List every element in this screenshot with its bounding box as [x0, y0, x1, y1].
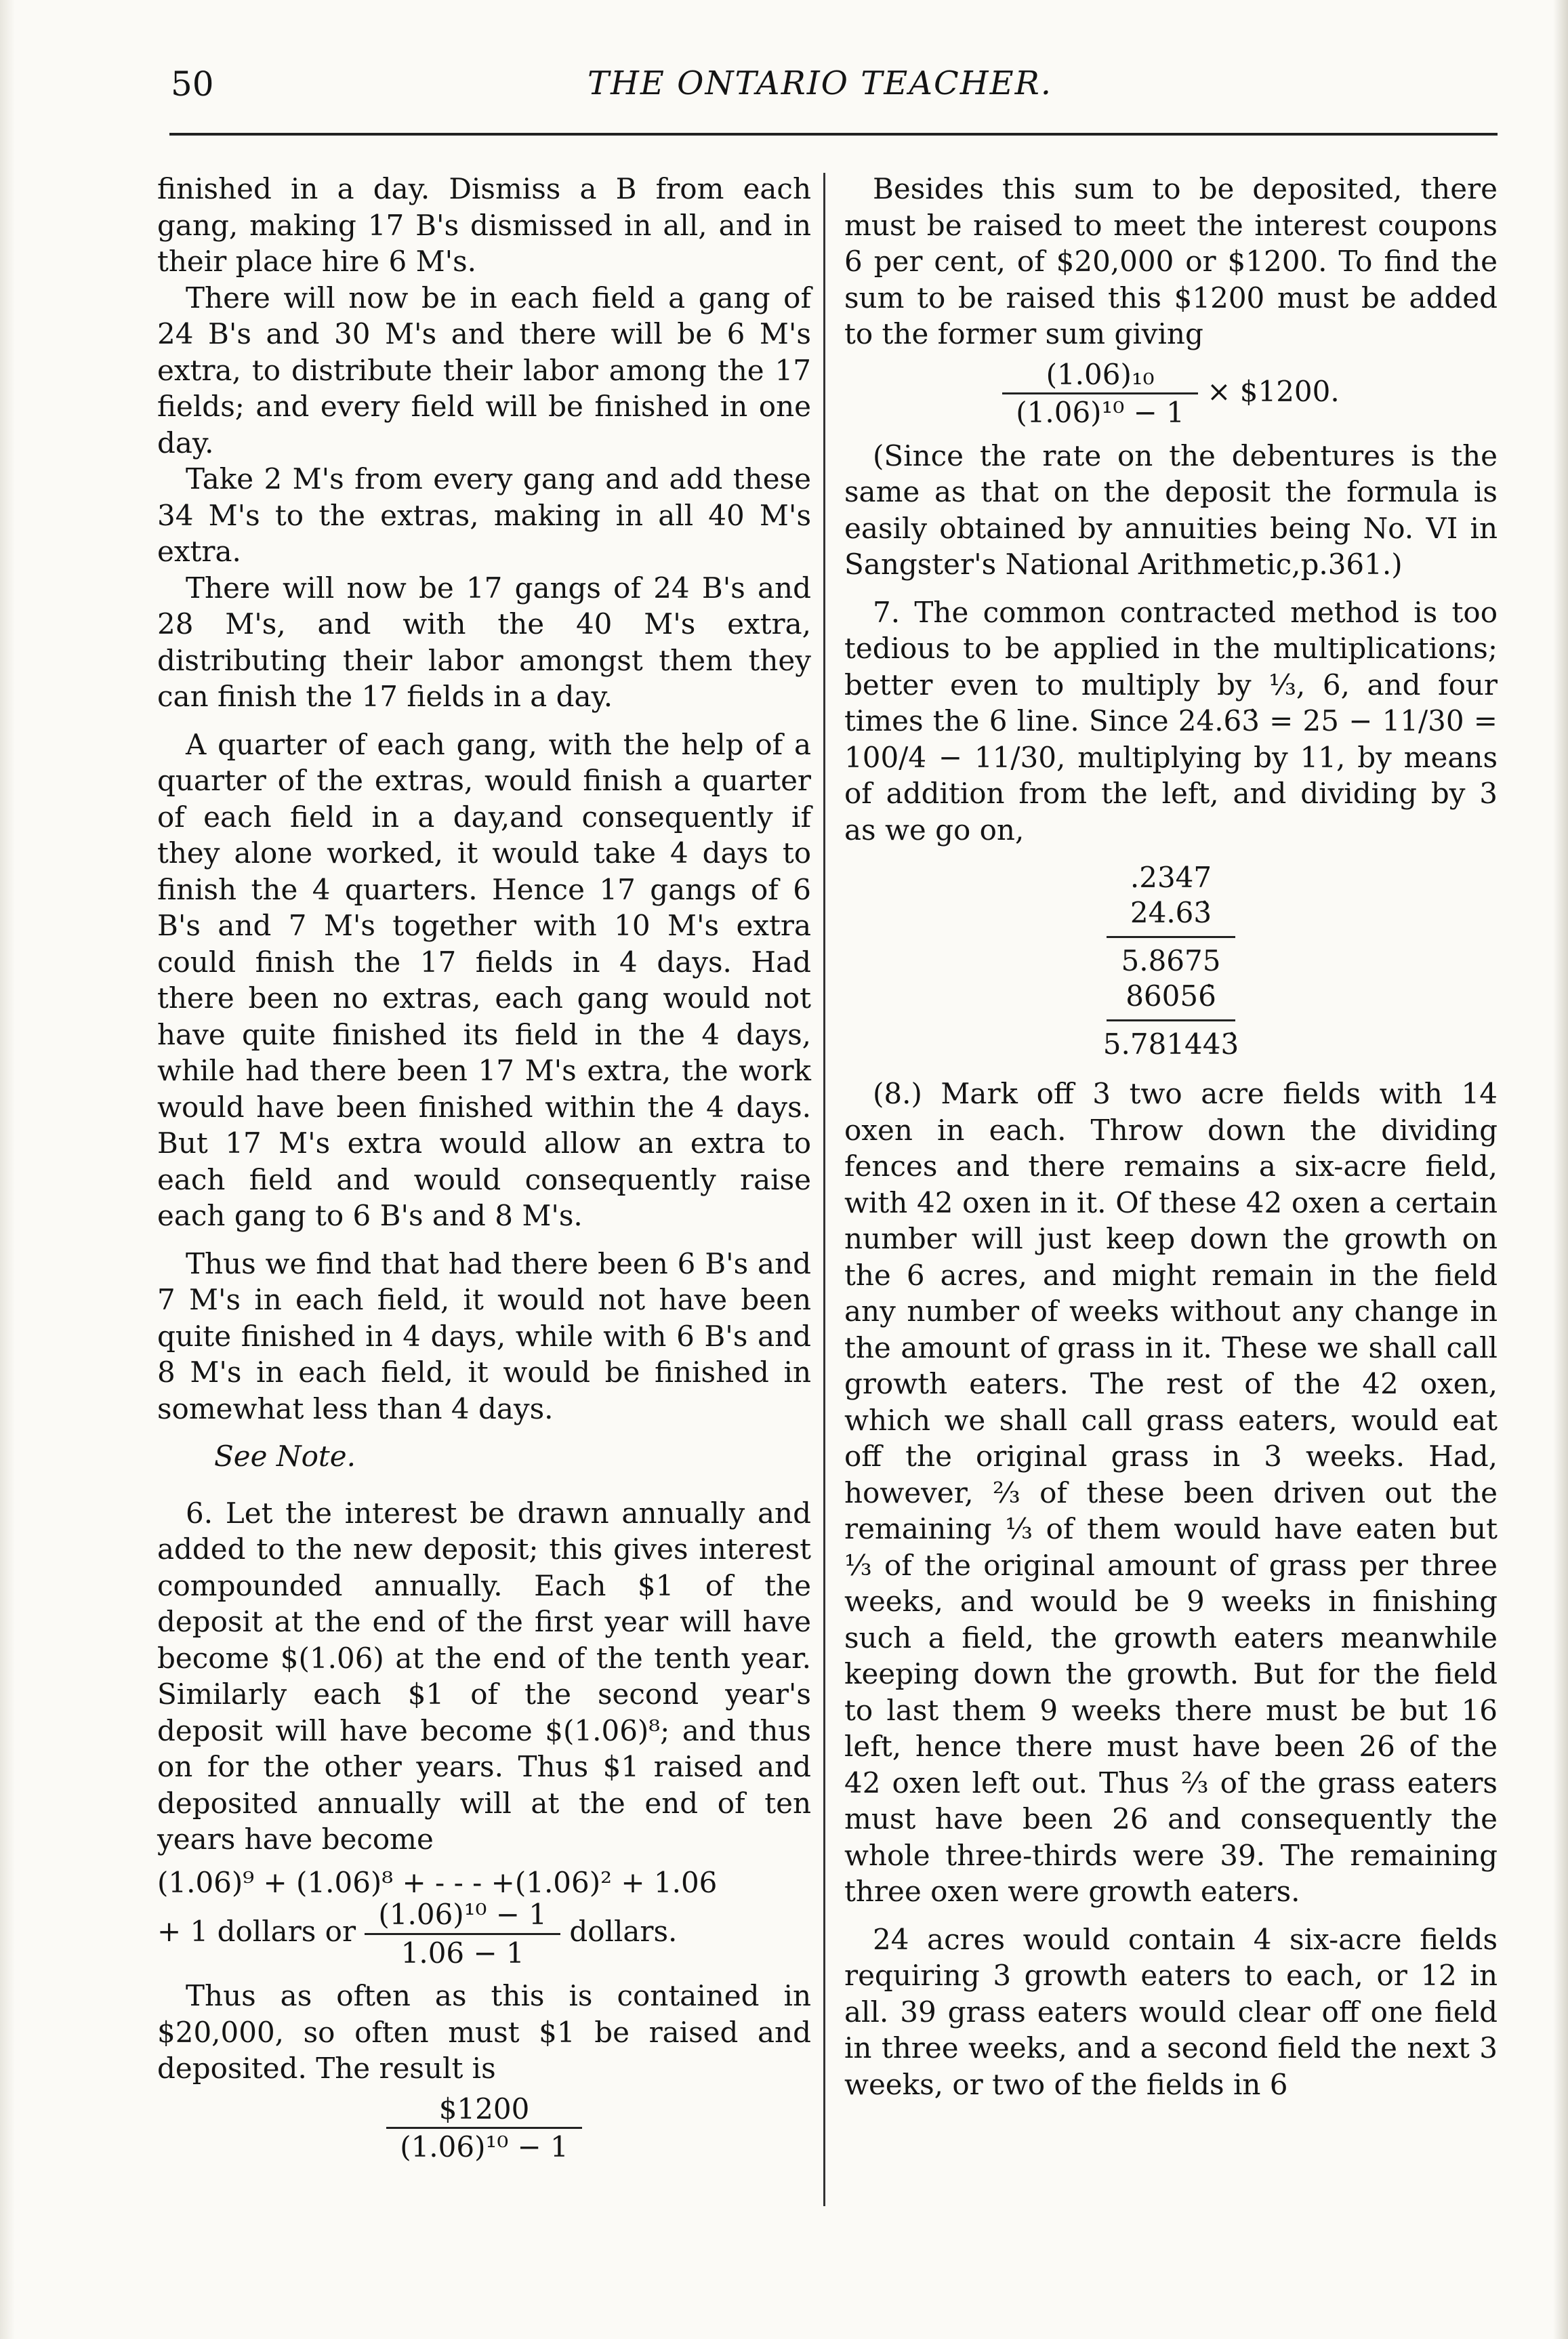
- page-left-edge: [0, 0, 15, 2339]
- formula-tail: × $1200.: [1207, 374, 1340, 408]
- paragraph: There will now be 17 gangs of 24 B's and 28 M's, and with the 40 M's extra, distributing their labor amongst them they can finish the 17 fields in a day.: [157, 571, 811, 713]
- left-column: [157, 171, 811, 2172]
- calc-line: 24.63̇: [1130, 896, 1212, 929]
- series-expression: (1.06)⁹ + (1.06)⁸ + - - - +(1.06)² + 1.06: [157, 1865, 718, 1899]
- fraction-numerator: $1200: [438, 2092, 530, 2126]
- sum-fraction: [365, 1896, 560, 1971]
- calc-line: .2347: [1130, 861, 1212, 894]
- right-column: [844, 171, 1498, 2102]
- fraction-numerator: (1.06)₁₀: [1046, 357, 1155, 391]
- formula-tail: dollars.: [569, 1915, 678, 1948]
- paragraph: Take 2 M's from every gang and add these 34 M's to the extras, making in all 40 M's extra.: [157, 462, 811, 568]
- column-divider: [823, 173, 825, 2206]
- page-header: [156, 64, 1484, 119]
- fraction-numerator: (1.06)¹⁰ − 1: [378, 1898, 547, 1931]
- paragraph: (8.) Mark off 3 two acre fields with 14 oxen in each. Throw down the dividing fences and there remains a six-acre field, with 42 oxen in it. Of these 42 oxen a certain number will just keep down the growth on the 6 acres, and might remain in the field any number of weeks without any change in the amount of grass in it. These we shall call growth eaters. The rest of the 42 oxen, which we shall call grass eaters, would eat off the original grass in 3 weeks. Had, however, ⅔ of these been driven out the remaining ⅓ of them would have eaten but ⅓ of the original amount of grass per three weeks, and would be 9 weeks in finishing such a field, the growth eaters meanwhile keeping down the growth. But for the field to last them 9 weeks there must be but 16 left, hence there must have been 26 of the 42 oxen left out. Thus ⅔ of the grass eaters must have been 26 and consequently the whole three-thirds were 39. The remaining three oxen were growth eaters.: [844, 1077, 1498, 1908]
- paragraph: Thus as often as this is contained in $20,000, so often must $1 be raised and deposited. The result is: [157, 1979, 811, 2085]
- paragraph: Besides this sum to be deposited, there must be raised to meet the interest coupons 6 per cent, of $20,000 or $1200. To find the sum to be raised this $1200 must be added to the former sum giving: [844, 172, 1498, 350]
- paragraph: 24 acres would contain 4 six-acre fields requiring 3 growth eaters to each, or 12 in all. 39 grass eaters would clear off one field in three weeks, and a second field the next 3 weeks, or two of the fields in 6: [844, 1922, 1498, 2101]
- calc-rule: [1107, 936, 1235, 938]
- calc-line: 5.781443̇: [1102, 1028, 1239, 1061]
- fraction-denominator: (1.06)¹⁰ − 1: [386, 2127, 582, 2165]
- header-rule: [169, 133, 1498, 136]
- fraction-denominator: (1.06)¹⁰ − 1: [1002, 392, 1198, 431]
- multiplication-calc: [844, 860, 1498, 1062]
- paragraph: 7. The common contracted method is too tedious to be applied in the multiplications; better even to multiply by ⅓, 6, and four times the 6 line. Since 24.63̇ = 25 − 11/30 = 100/4 − 11/30, multiplying by 11, by means of addition from the left, and dividing by 3 as we go on,: [844, 595, 1498, 847]
- interest-formula: [844, 357, 1498, 431]
- paragraph: A quarter of each gang, with the help of a quarter of the extras, would finish a quarter of each field in a day,and consequently if they alone worked, it would take 4 days to finish the 4 quarters. Hence 17 gangs of 6 B's and 7 M's together with 10 M's extra could finish the 17 fields in 4 days. Had there been no extras, each gang would not have quite finished its field in the 4 days, while had there been 17 M's extra, the work would have been finished within the 4 days. But 17 M's extra would allow an extra to each field and would consequently raise each gang to 6 B's and 8 M's.: [157, 727, 811, 1232]
- page-number: 50: [171, 64, 214, 104]
- running-title: THE ONTARIO TEACHER.: [587, 64, 1053, 102]
- calc-line: 5.8675: [1121, 944, 1221, 977]
- paragraph: Thus we find that had there been 6 B's and 7 M's in each field, it would not have been quite finished in 4 days, while with 6 B's and 8 M's in each field, it would be finished in somewhat less than 4 days.: [157, 1246, 811, 1425]
- fraction-denominator: 1.06 − 1: [365, 1933, 560, 1972]
- paragraph: (Since the rate on the debentures is the same as that on the deposit the formula is easily obtained by annuities being No. VI in Sangster's National Arithmetic,p.361.): [844, 439, 1498, 581]
- interest-fraction: [1002, 357, 1198, 431]
- series-formula: [157, 1865, 811, 1972]
- see-note: See Note.: [214, 1440, 356, 1473]
- paragraph: finished in a day. Dismiss a B from each gang, making 17 B's dismissed in all, and in their place hire 6 M's.: [157, 172, 811, 278]
- formula-lead: + 1 dollars or: [157, 1915, 356, 1948]
- page-right-edge: [1553, 0, 1568, 2339]
- paragraph: 6. Let the interest be drawn annually and added to the new deposit; this gives interest compounded annually. Each $1 of the deposit at the end of the first year will have become $(1.06) at the end of the tenth year. Similarly each $1 of the second year's deposit will have become $(1.06)⁸; and thus on for the other years. Thus $1 raised and deposited annually will at the end of ten years have become: [157, 1496, 811, 1856]
- paragraph: There will now be in each field a gang of 24 B's and 30 M's and there will be 6 M's extra, to distribute their labor among the 17 fields; and every field will be finished in one day.: [157, 281, 811, 460]
- result-formula: [157, 2091, 811, 2165]
- result-fraction: [386, 2091, 582, 2165]
- calc-line: 86056̇: [1126, 979, 1216, 1013]
- calc-rule: [1107, 1019, 1235, 1021]
